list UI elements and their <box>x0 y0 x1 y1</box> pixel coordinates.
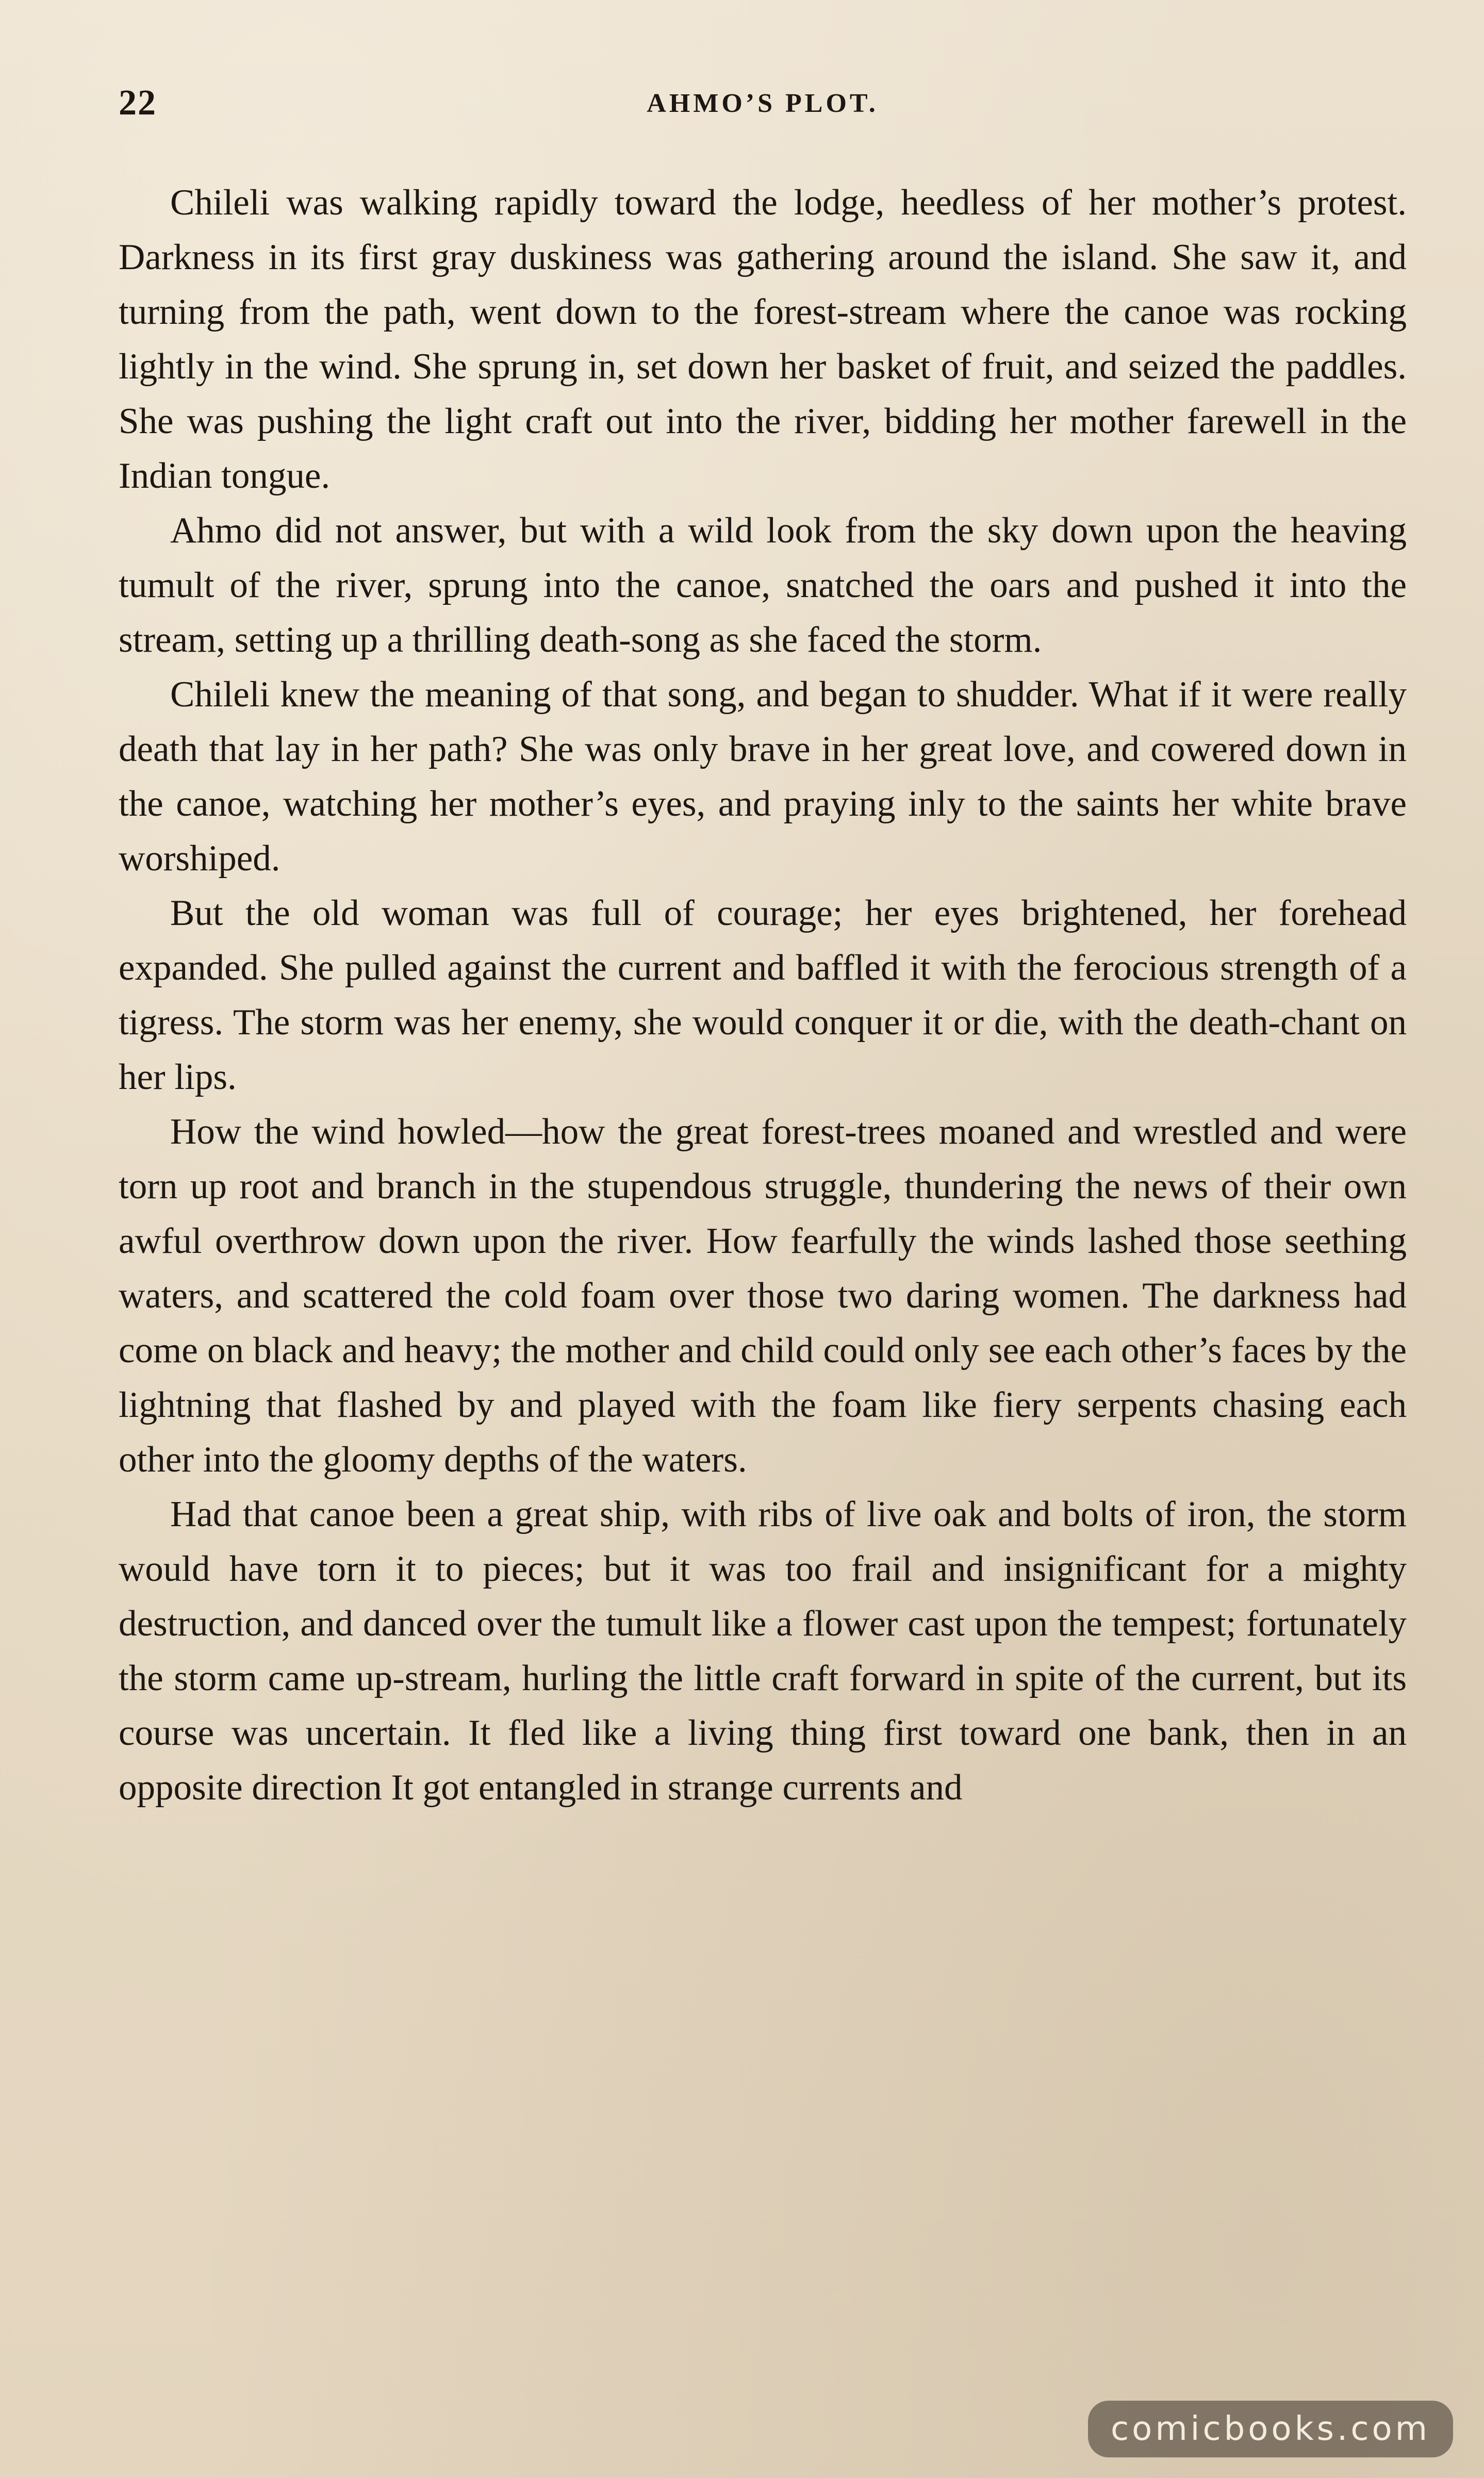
body-text <box>119 175 1407 1815</box>
page-header <box>119 77 1407 129</box>
page-number: 22 <box>119 83 157 123</box>
paragraph: Ahmo did not answer, but with a wild look from the sky down upon the heaving tumult of the river, sprung into the canoe, snatched the oars and pushed it into the stream, setting up a thrilling death-song as she faced the storm. <box>119 510 1407 660</box>
paragraph: But the old woman was full of courage; her eyes brightened, her forehead expanded. She pulled against the current and baffled it with the ferocious strength of a tigress. The storm was her enemy, she would conquer it or die, with the death-chant on her lips. <box>119 893 1407 1097</box>
paragraph: How the wind howled—how the great forest-trees moaned and wrestled and were torn up root and branch in the stupendous struggle, thundering the news of their own awful overthrow down upon the river. How fearfully the winds lashed those seething waters, and scattered the cold foam over those two daring women. The darkness had come on black and heavy; the mother and child could only see each other’s faces by the lightning that flashed by and played with the foam like fiery serpents chasing each other into the gloomy depths of the waters. <box>119 1112 1407 1480</box>
watermark: comicbooks.com <box>1088 2401 1453 2457</box>
running-head: AHMO’S PLOT. <box>647 88 879 118</box>
paragraph: Chileli knew the meaning of that song, and began to shudder. What if it were really death that lay in her path? She was only brave in her great love, and cowered down in the canoe, watching her mother’s eyes, and praying inly to the saints her white brave worshiped. <box>119 674 1407 879</box>
paragraph: Chileli was walking rapidly toward the lodge, heedless of her mother’s protest. Darkness in its first gray duskiness was gathering around the island. She saw it, and turning from the path, went down to the forest-stream where the canoe was rocking lightly in the wind. She sprung in, set down her basket of fruit, and seized the paddles. She was pushing the light craft out into the river, bidding her mother farewell in the Indian tongue. <box>119 183 1407 496</box>
paragraph: Had that canoe been a great ship, with ribs of live oak and bolts of iron, the storm would have torn it to pieces; but it was too frail and insignificant for a mighty destruction, and danced over the tumult like a flower cast upon the tempest; fortunately the storm came up-stream, hurling the little craft forward in spite of the current, but its course was uncertain. It fled like a living thing first toward one bank, then in an opposite direction It got entangled in strange currents and <box>119 1494 1407 1808</box>
